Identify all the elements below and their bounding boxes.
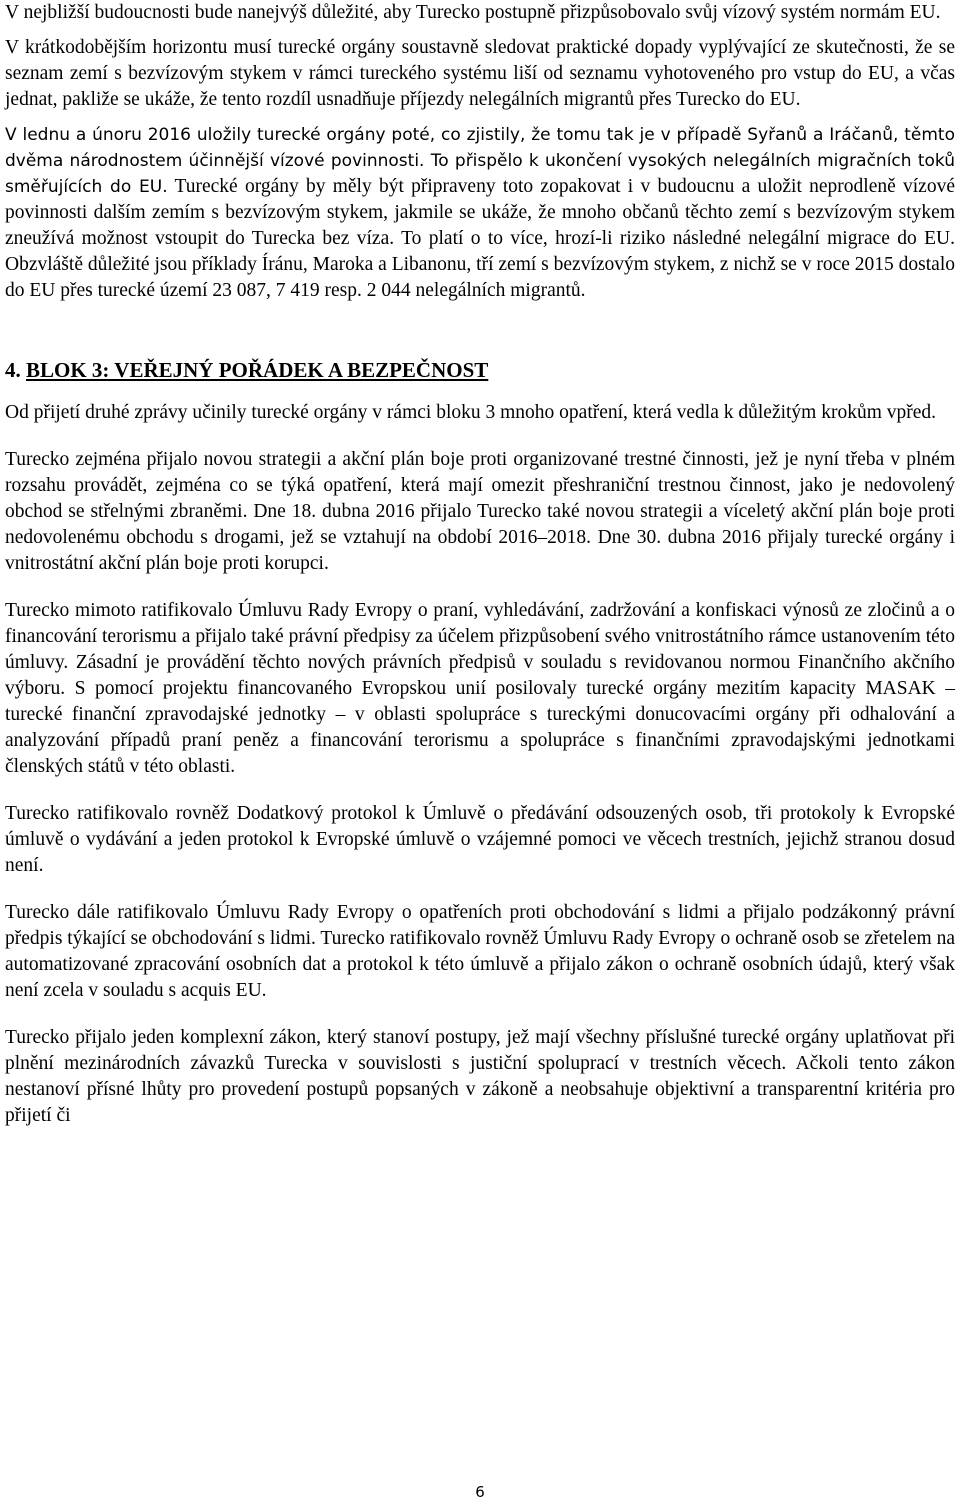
document-page bbox=[5, 0, 955, 1129]
paragraph-block3-intro: Od přijetí druhé zprávy učinily turecké orgány v rámci bloku 3 mnoho opatření, která vedla k důležitým krokům vpřed. bbox=[5, 402, 937, 423]
paragraph-visa-norms: V nejbližší budoucnosti bude nanejvýš důležité, aby Turecko postupně přizpůsobovalo svůj vízový systém normám EU. bbox=[5, 2, 941, 23]
paragraph-protocols: Turecko ratifikovalo rovněž Dodatkový protokol k Úmluvě o předávání odsouzených osob, tři protokoly k Evropské úmluvě o vydávání a jeden protokol k Evropské úmluvě o vzájemné pomoci ve věcech trestních, jejichž stranou dosud není. bbox=[5, 803, 955, 876]
paragraph-money-laundering: Turecko mimoto ratifikovalo Úmluvu Rady Evropy o praní, vyhledávání, zadržování a konfiskaci výnosů ze zločinů a o financování terorismu a přijalo také právní předpisy za účelem přizpůsobení svého vnitrostátního rámce ustanovením této úmluvy. Zásadní je provádění těchto nových právních předpisů v souladu s revidovanou normou Finančního akčního výboru. S pomocí projektu financovaného Evropskou unií posilovaly turecké orgány mezitím kapacity MASAK – turecké finanční zpravodajské jednotky – v oblasti spolupráce s tureckými donucovacími orgány při odhalování a analyzování případů praní peněz a financování terorismu a spolupráce s finančními zpravodajskými jednotkami členských států v této oblasti. bbox=[5, 600, 955, 777]
paragraph-organized-crime-strategy: Turecko zejména přijalo novou strategii a akční plán boje proti organizované trestné činnosti, jež je nyní třeba v plném rozsahu provádět, zejména co se týká opatření, která mají omezit přeshraniční trestnou činnost, jako je nedovolený obchod se střelnými zbraněmi. Dne 18. dubna 2016 přijalo Turecko také novou strategii a víceletý akční plán boje proti nedovolenému obchodu s drogami, jež se vztahují na období 2016–2018. Dne 30. dubna 2016 přijaly turecké orgány i vnitrostátní akční plán boje proti korupci. bbox=[5, 449, 955, 574]
paragraph-visa-obligations bbox=[5, 122, 955, 304]
section-title: BLOK 3: VEŘEJNÝ POŘÁDEK A BEZPEČNOST bbox=[26, 358, 489, 382]
paragraph-visa-obligations-part-a: V lednu a únoru 2016 uložily turecké orgány poté, co zjistily, že tomu tak je v případě Syřanů a Iráčanů, těmto dvěma národnostem účinnější vízové povinnosti. To přispělo k ukončení vysokých nelegálních migračních toků směřujících do EU. bbox=[5, 125, 955, 197]
paragraph-human-trafficking: Turecko dále ratifikovalo Úmluvu Rady Evropy o opatřeních proti obchodování s lidmi a přijalo podzákonný právní předpis týkající se obchodování s lidmi. Turecko ratifikovalo rovněž Úmluvu Rady Evropy o ochraně osob se zřetelem na automatizované zpracování osobních dat a protokol k této úmluvě a přijalo zákon o ochraně osobních údajů, který však není zcela v souladu s acquis EU. bbox=[5, 902, 955, 1001]
paragraph-judicial-cooperation: Turecko přijalo jeden komplexní zákon, který stanoví postupy, jež mají všechny příslušné turecké orgány uplatňovat při plnění mezinárodních závazků Turecka v souvislosti s justiční spoluprací v trestních věcech. Ačkoli tento zákon nestanoví přísné lhůty pro provedení postupů popsaných v zákoně a neobsahuje objektivní a transparentní kritéria pro přijetí či bbox=[5, 1027, 955, 1126]
section-heading bbox=[5, 356, 955, 384]
paragraph-visa-obligations-part-b: Turecké orgány by měly být připraveny toto zopakovat i v budoucnu a uložit neprodleně vízové povinnosti dalším zemím s bezvízovým stykem, jakmile se ukáže, že mnoho občanů těchto zemí s bezvízovým stykem zneužívá možnost vstoupit do Turecka bez víza. To platí o to více, hrozí-li riziko následné nelegální migrace do EU. Obzvláště důležité jsou příklady Íránu, Maroka a Libanonu, tří zemí s bezvízovým stykem, z nichž se v roce 2015 dostalo do EU přes turecké území 23 087, 7 419 resp. 2 044 nelegálních migrantů. bbox=[5, 176, 955, 301]
paragraph-short-term-monitoring: V krátkodobějším horizontu musí turecké orgány soustavně sledovat praktické dopady vyplývající ze skutečnosti, že se seznam zemí s bezvízovým stykem v rámci tureckého systému liší od seznamu vyhotoveného pro vstup do EU, a včas jednat, pakliže se ukáže, že tento rozdíl usnadňuje příjezdy nelegálních migrantů přes Turecko do EU. bbox=[5, 37, 955, 110]
page-number: 6 bbox=[475, 1483, 485, 1501]
section-number: 4. bbox=[5, 358, 21, 382]
